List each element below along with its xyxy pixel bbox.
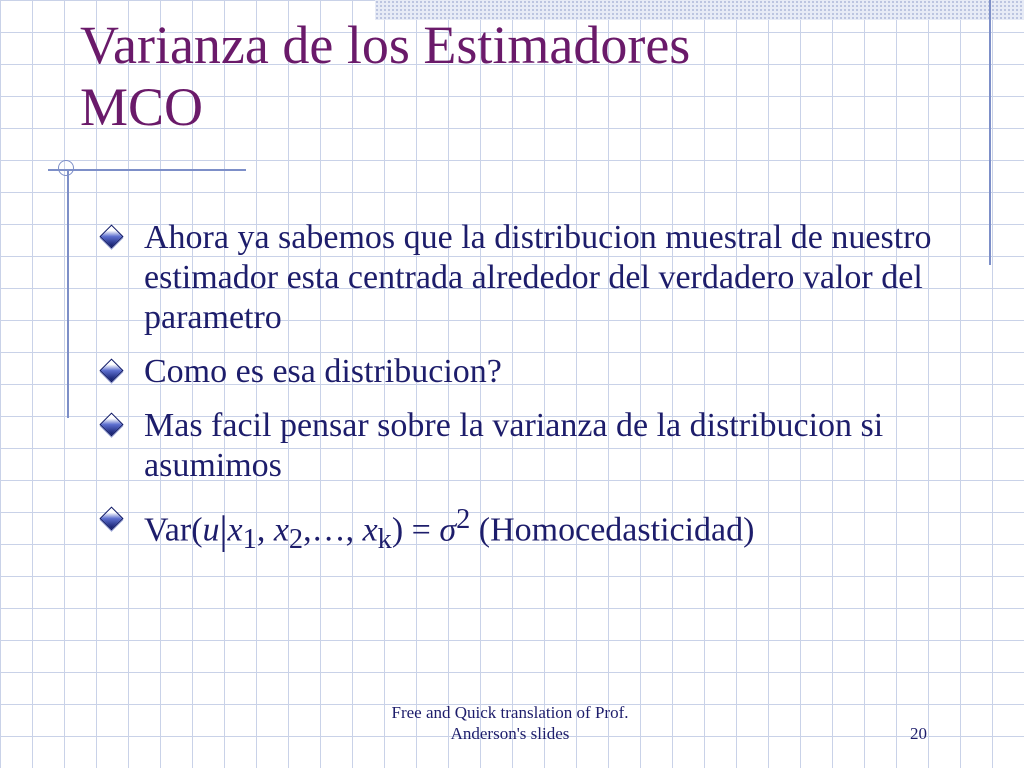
formula-sub2: 2 (288, 524, 304, 556)
bullet-item-4-homoskedasticity (100, 500, 980, 560)
formula-xk: x (362, 511, 378, 549)
bullet-text-1: Ahora ya sabemos que la distribucion muestral de nuestro estimador esta centrada alrededor del verdadero valor del parametro (144, 219, 932, 336)
decorative-title-underline (48, 169, 246, 171)
diamond-bullet-icon (99, 506, 123, 530)
slide-title: Varianza de los Estimadores MCO (80, 15, 691, 137)
diamond-bullet-icon (99, 224, 123, 248)
decorative-circle-mark (58, 160, 74, 176)
formula-prefix: Var( (144, 511, 203, 549)
formula-x2: x (273, 511, 289, 549)
formula-x1: x (227, 511, 243, 549)
formula-suffix: (Homocedasticidad) (470, 511, 755, 549)
formula-u: u (202, 511, 220, 549)
bullet-list (100, 218, 980, 574)
bullet-text-3: Mas facil pensar sobre la varianza de la distribucion si asumimos (144, 407, 884, 484)
formula-subk: k (377, 524, 392, 556)
bullet-item-3 (100, 406, 980, 486)
formula-bar: | (219, 507, 228, 553)
formula-sup: 2 (456, 504, 471, 535)
bullet-item-2 (100, 352, 980, 392)
page-number: 20 (910, 724, 927, 743)
formula-sub1: 1 (242, 524, 257, 556)
formula-close: ) = (391, 511, 440, 549)
bullet-text-2: Como es esa distribucion? (144, 353, 502, 390)
formula-sigma: σ (439, 511, 457, 549)
footer-credit: Free and Quick translation of Prof. Anderson's slides (391, 703, 629, 743)
bullet-item-1 (100, 218, 980, 338)
formula-sep1: , (256, 511, 274, 549)
formula-dots: ,…, (303, 511, 363, 549)
decorative-vertical-line-right (989, 0, 991, 265)
diamond-bullet-icon (99, 412, 123, 436)
diamond-bullet-icon (99, 358, 123, 382)
decorative-vertical-line-left (67, 170, 69, 418)
